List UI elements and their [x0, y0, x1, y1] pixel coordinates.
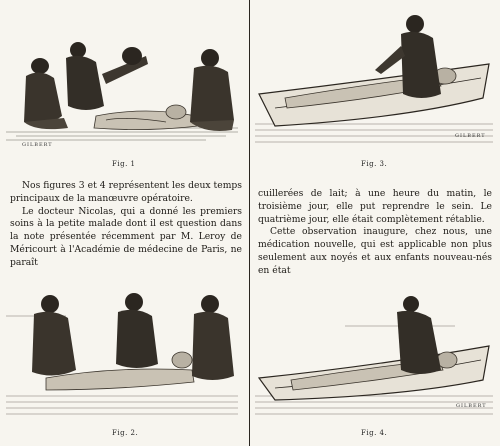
figure-1-signature: GILBERT	[22, 142, 53, 148]
figure-4-illustration	[255, 296, 493, 416]
right-paragraph-1: cuillerées de lait; à une heure du matin, le troisième jour, elle put reprendre le sein. Le quatrième jour, elle était complètement rétablie.	[258, 188, 492, 225]
figure-4-caption: Fig. 4.	[361, 429, 388, 437]
figure-1-engraving	[6, 36, 238, 144]
left-text-column	[10, 180, 242, 270]
figure-1-illustration	[6, 36, 238, 144]
left-paragraph-1: Nos figures 3 et 4 représentent les deux temps principaux de la manœuvre opératoire.	[10, 180, 242, 204]
figure-2-engraving	[6, 286, 238, 418]
figure-4-engraving	[255, 296, 493, 416]
figure-4-signature: GILBERT	[456, 403, 487, 409]
figure-3-engraving	[255, 6, 493, 146]
figure-3-illustration	[255, 6, 493, 146]
right-paragraph-2: Cette observation inaugure, chez nous, une médication nouvelle, qui est applicable non plus seulement aux noyés et aux enfants nouveau-nés en état	[258, 226, 492, 276]
left-paragraph-2: Le docteur Nicolas, qui a donné les premiers soins à la petite malade dont il est question dans la note présentée récemment par M. Leroy de Méricourt à l'Académie de médecine de Paris, ne paraît	[10, 205, 242, 268]
right-text-column	[258, 188, 492, 278]
figure-3-signature: GILBERT	[455, 133, 486, 139]
column-divider	[249, 0, 250, 446]
figure-2-illustration	[6, 286, 238, 418]
figure-2-caption: Fig. 2.	[112, 429, 139, 437]
figure-3-caption: Fig. 3.	[361, 160, 388, 168]
figure-1-caption: Fig. 1	[112, 160, 136, 168]
